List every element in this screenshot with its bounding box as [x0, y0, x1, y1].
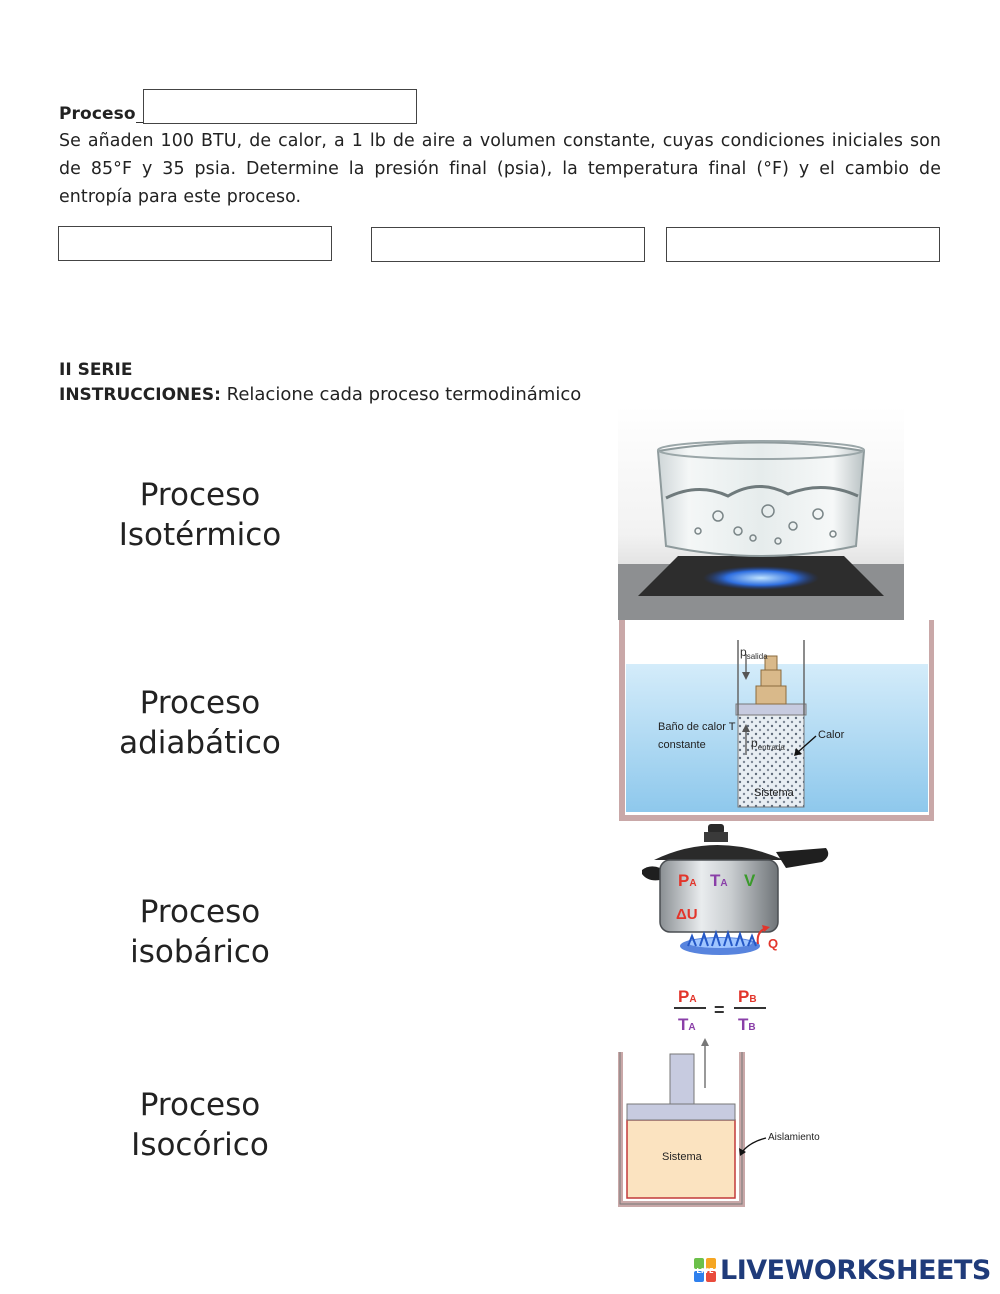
instructions-text: Relacione cada proceso termodinámico — [220, 384, 582, 405]
logo-text: LIVEWORKSHEETS — [720, 1254, 991, 1286]
arrowhead-up — [701, 1038, 709, 1046]
cooker-lid — [654, 845, 784, 860]
option-line2: isobárico — [130, 934, 270, 970]
answer-input-temperatura[interactable] — [372, 228, 644, 261]
option-adiabatico[interactable] — [80, 683, 320, 763]
bath-label-line2: constante — [658, 739, 706, 751]
heat-bath-diagram[interactable] — [618, 620, 934, 822]
weight-large — [756, 686, 786, 704]
sistema-label: Sistema — [662, 1151, 702, 1163]
piston-rod — [670, 1054, 694, 1104]
formula-pb: PB — [738, 987, 757, 1006]
logo-badge-icon — [694, 1258, 716, 1282]
proceso-answer-input[interactable] — [144, 90, 416, 123]
cooker-side-handle — [642, 866, 660, 880]
option-line1: Proceso — [139, 1087, 261, 1123]
option-isotermico[interactable] — [80, 475, 320, 555]
answer-box-entropia[interactable] — [666, 227, 940, 262]
answer-input-presion[interactable] — [59, 227, 331, 260]
cooker-handle-icon — [776, 848, 828, 868]
answer-box-presion[interactable] — [58, 226, 332, 261]
formula-equals: = — [714, 1000, 725, 1020]
formula-pa: PA — [678, 987, 697, 1006]
sistema-label: Sistema — [754, 787, 794, 799]
option-isobarico[interactable] — [80, 892, 320, 972]
calor-label: Calor — [818, 729, 845, 741]
formula-ta: TA — [678, 1015, 696, 1034]
flame-icon — [703, 566, 819, 590]
p-entrada-label: $p_{entrada}$ — [751, 736, 785, 752]
aislamiento-arrow-icon — [742, 1138, 766, 1152]
p-salida-label: $p_{salida}$ — [740, 645, 768, 661]
proceso-answer-box[interactable] — [143, 89, 417, 124]
du-label: ΔU — [676, 906, 698, 923]
pa-label: PA — [678, 871, 697, 890]
aislamiento-label: Aislamiento — [768, 1132, 820, 1143]
option-line1: Proceso — [139, 894, 261, 930]
option-line2: adiabático — [119, 725, 281, 761]
liveworksheets-logo[interactable] — [694, 1252, 991, 1288]
option-line1: Proceso — [139, 477, 261, 513]
boiling-pot-image[interactable] — [618, 406, 904, 620]
lid-knob — [704, 832, 728, 842]
q-label: Q — [768, 936, 779, 951]
formula-tb: TB — [738, 1015, 756, 1034]
option-line2: Isocórico — [131, 1127, 269, 1163]
instructions-label: INSTRUCCIONES: — [59, 385, 221, 405]
v-label: V — [744, 871, 756, 890]
ta-label: TA — [710, 871, 728, 890]
option-isocorico[interactable] — [80, 1085, 320, 1165]
option-line2: Isotérmico — [118, 517, 282, 553]
proceso-label: Proceso — [59, 104, 136, 124]
burner-flame-icon — [680, 933, 760, 955]
svg-text:LIVE: LIVE — [696, 1267, 714, 1275]
piston-icon — [627, 1104, 735, 1120]
option-line1: Proceso — [139, 685, 261, 721]
answer-input-entropia[interactable] — [667, 228, 939, 261]
bath-label-line1: Baño de calor T — [658, 721, 736, 733]
weight-medium — [761, 670, 781, 686]
pressure-cooker-image[interactable] — [636, 822, 836, 960]
serie-title: II SERIE — [59, 360, 133, 380]
instructions — [59, 384, 581, 405]
piston-icon — [736, 704, 806, 715]
answer-box-temperatura[interactable] — [371, 227, 645, 262]
insulated-system-diagram[interactable] — [618, 982, 834, 1208]
problem-text: Se añaden 100 BTU, de calor, a 1 lb de aire a volumen constante, cuyas condiciones iniciales son de 85°F y 35 psia. Determine la presión final (psia), la temperatura final (°F) y el cambio de entropía para este proceso. — [59, 131, 941, 207]
